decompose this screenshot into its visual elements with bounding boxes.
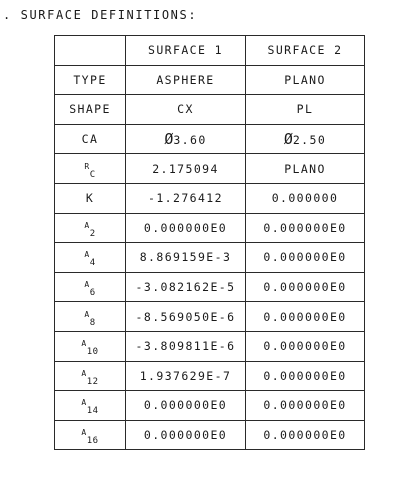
row-label-cell (55, 361, 126, 391)
value-cell-surface-2 (246, 420, 365, 450)
value-cell-surface-2 (246, 183, 365, 213)
value-cell-surface-2 (246, 243, 365, 273)
value-text: -1.276412 (148, 191, 223, 206)
value-cell-surface-1 (126, 361, 246, 391)
row-label-cell (55, 331, 126, 361)
row-label: TYPE (73, 72, 107, 87)
value-cell-surface-1 (126, 391, 246, 421)
value-cell-surface-2 (246, 65, 365, 95)
row-label-subscript: 2 (89, 228, 96, 239)
surface-definitions-table (54, 35, 365, 450)
row-label-cell (55, 154, 126, 184)
row-label-cell (55, 124, 126, 154)
value-cell-surface-1 (126, 65, 246, 95)
value-text: 0.000000E0 (143, 398, 228, 413)
row-label: A (84, 250, 90, 260)
value-text: 2.175094 (152, 161, 219, 176)
row-label-cell (55, 65, 126, 95)
value-text: -8.569050E-6 (135, 309, 236, 324)
value-text: 3.60 (173, 133, 207, 148)
table-row (55, 391, 365, 421)
table-row (55, 331, 365, 361)
value-text: 0.000000E0 (263, 309, 347, 324)
table-row (55, 243, 365, 273)
value-cell-surface-1 (126, 331, 246, 361)
value-cell-surface-1 (126, 213, 246, 243)
value-text: PLANO (284, 161, 326, 176)
value-cell-surface-1 (126, 243, 246, 273)
value-text: PLANO (284, 72, 326, 87)
section-heading: . SURFACE DEFINITIONS: (3, 8, 198, 22)
table-row (55, 183, 365, 213)
row-label-cell (55, 95, 126, 125)
value-cell-surface-2 (246, 272, 365, 302)
header-cell-empty (55, 36, 126, 66)
value-text: 0.000000E0 (143, 428, 228, 443)
row-label: A (81, 339, 87, 349)
value-cell-surface-1 (126, 154, 246, 184)
row-label: SHAPE (69, 102, 111, 117)
header-cell-surface-1: SURFACE 1 (126, 36, 246, 66)
row-label-cell (55, 302, 126, 332)
value-text: 0.000000E0 (263, 220, 347, 235)
row-label-subscript: 8 (89, 317, 96, 328)
value-cell-surface-1 (126, 95, 246, 125)
value-text: 1.937629E-7 (139, 368, 232, 383)
row-label-subscript: 16 (86, 436, 99, 447)
diameter-symbol: Ø (164, 130, 174, 149)
table-row (55, 302, 365, 332)
table-row (55, 420, 365, 450)
value-text: ASPHERE (156, 72, 215, 87)
table-row (55, 65, 365, 95)
value-text: 0.000000 (271, 191, 339, 206)
value-text: 0.000000E0 (263, 280, 347, 295)
row-label-subscript: 14 (86, 406, 99, 417)
row-label: A (84, 309, 90, 319)
value-text: 0.000000E0 (263, 250, 347, 265)
value-cell-surface-2 (246, 331, 365, 361)
row-label: A (81, 428, 87, 438)
value-cell-surface-1 (126, 124, 246, 154)
row-label-subscript: 10 (86, 347, 99, 358)
table-row (55, 213, 365, 243)
value-text: 8.869159E-3 (139, 250, 232, 265)
value-cell-surface-2 (246, 391, 365, 421)
table-row (55, 124, 365, 154)
row-label: A (81, 368, 87, 378)
row-label-cell (55, 420, 126, 450)
row-label-subscript: 4 (89, 258, 96, 269)
table-header-row (55, 36, 365, 66)
value-cell-surface-1 (126, 420, 246, 450)
table-row (55, 95, 365, 125)
table-row (55, 154, 365, 184)
value-cell-surface-1 (126, 302, 246, 332)
row-label-cell (55, 243, 126, 273)
header-cell-surface-2: SURFACE 2 (246, 36, 365, 66)
row-label: A (84, 220, 90, 230)
table-row (55, 361, 365, 391)
value-text: 0.000000E0 (263, 368, 347, 383)
value-text: 0.000000E0 (143, 220, 228, 235)
value-text: 0.000000E0 (263, 428, 347, 443)
row-label-cell (55, 183, 126, 213)
row-label-cell (55, 272, 126, 302)
value-cell-surface-1 (126, 183, 246, 213)
row-label-subscript: 12 (86, 376, 99, 387)
value-cell-surface-2 (246, 124, 365, 154)
row-label-subscript: 6 (89, 288, 96, 299)
row-label: A (84, 280, 90, 290)
value-cell-surface-1 (126, 272, 246, 302)
value-text: -3.082162E-5 (135, 280, 236, 295)
value-cell-surface-2 (246, 213, 365, 243)
row-label-cell (55, 391, 126, 421)
value-cell-surface-2 (246, 95, 365, 125)
value-text: 0.000000E0 (263, 339, 347, 354)
value-text: PL (296, 102, 314, 117)
row-label: CA (81, 132, 99, 147)
row-label-cell (55, 213, 126, 243)
value-cell-surface-2 (246, 302, 365, 332)
value-text: 2.50 (292, 133, 327, 148)
diameter-symbol: Ø (283, 130, 293, 149)
table-row (55, 272, 365, 302)
row-label-subscript: C (89, 169, 96, 180)
row-label: A (81, 398, 87, 408)
value-cell-surface-2 (246, 154, 365, 184)
value-text: CX (177, 102, 194, 117)
value-cell-surface-2 (246, 361, 365, 391)
value-text: 0.000000E0 (263, 398, 347, 413)
row-label: K (85, 191, 95, 206)
value-text: -3.809811E-6 (135, 339, 236, 354)
row-label: R (84, 161, 90, 171)
